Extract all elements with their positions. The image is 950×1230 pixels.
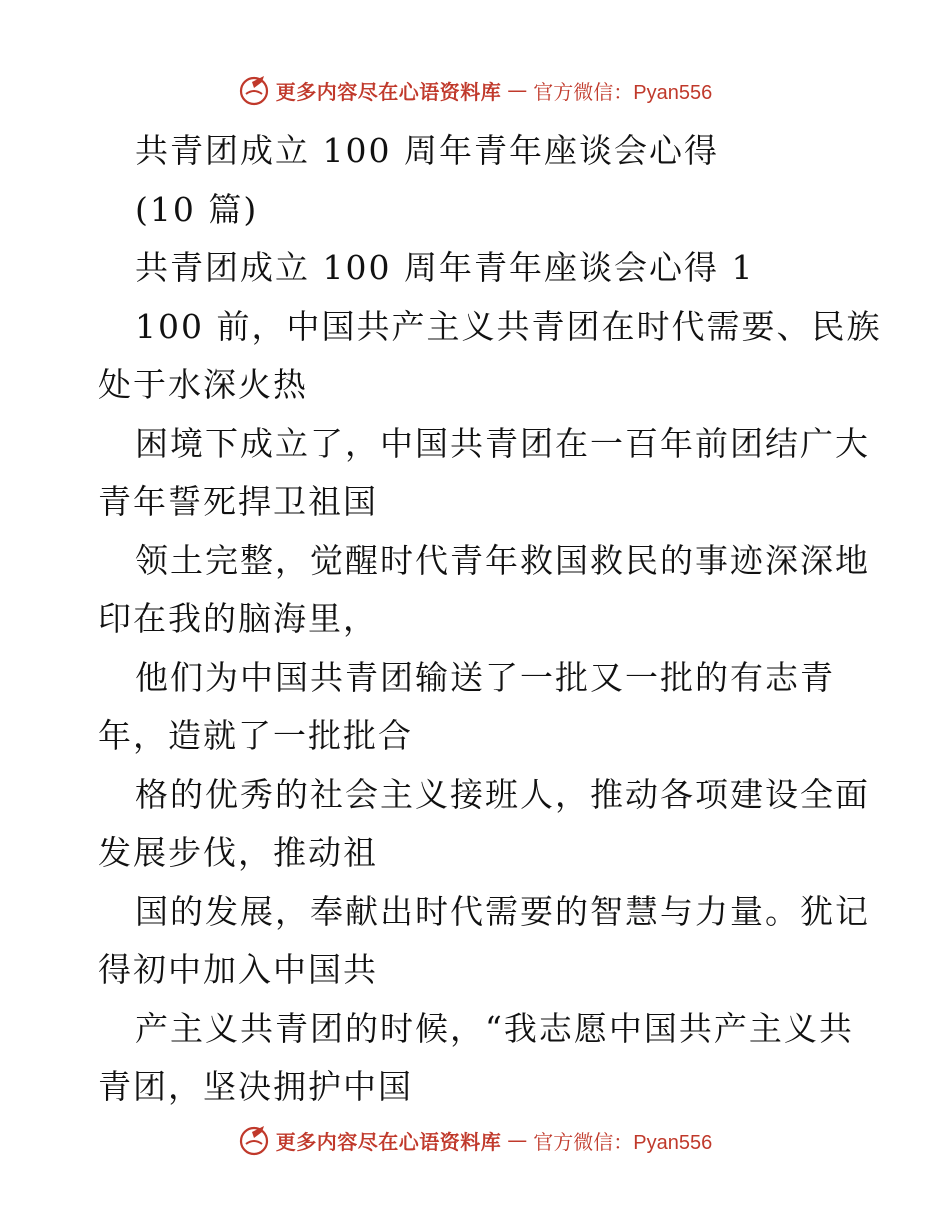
text-line: 发展步伐，推动祖 <box>98 833 378 872</box>
banner-dash: — <box>507 1128 528 1152</box>
banner-text: 更多内容尽在心语资料库 <box>275 79 502 104</box>
book-pen-logo-icon <box>238 1124 270 1156</box>
text-line: 得初中加入中国共 <box>98 950 378 989</box>
text-line: 领土完整，觉醒时代青年救国救民的事迹深深地 <box>135 540 870 580</box>
text-line: (10 篇) <box>135 189 259 229</box>
text-line: 困境下成立了，中国共青团在一百年前团结广大 <box>135 423 870 463</box>
footer-watermark-banner <box>0 1120 950 1160</box>
text-line: 共青团成立 100 周年青年座谈会心得 1 <box>135 248 755 287</box>
text-line: 共青团成立 100 周年青年座谈会心得 <box>135 131 719 170</box>
header-watermark-banner <box>0 70 950 110</box>
banner-text: 更多内容尽在心语资料库 <box>275 1129 502 1154</box>
text-line: 青团，坚决拥护中国 <box>98 1067 413 1106</box>
text-line: 国的发展，奉献出时代需要的智慧与力量。犹记 <box>135 891 870 931</box>
document-body <box>98 122 882 1117</box>
text-line: 处于水深火热 <box>98 365 308 404</box>
text-line: 印在我的脑海里， <box>98 599 378 638</box>
book-pen-logo-icon <box>238 74 270 106</box>
text-line: 格的优秀的社会主义接班人，推动各项建设全面 <box>135 774 870 814</box>
banner-account: 官方微信：Pyan556 <box>533 1131 713 1154</box>
text-line: 产主义共青团的时候，“我志愿中国共产主义共 <box>135 1008 854 1048</box>
banner-account: 官方微信：Pyan556 <box>533 81 713 104</box>
text-line: 100 前，中国共产主义共青团在时代需要、民族 <box>135 306 882 346</box>
text-line: 年，造就了一批批合 <box>98 716 413 755</box>
text-line: 青年誓死捍卫祖国 <box>98 482 378 521</box>
banner-dash: — <box>507 78 528 102</box>
text-line: 他们为中国共青团输送了一批又一批的有志青 <box>135 657 835 697</box>
